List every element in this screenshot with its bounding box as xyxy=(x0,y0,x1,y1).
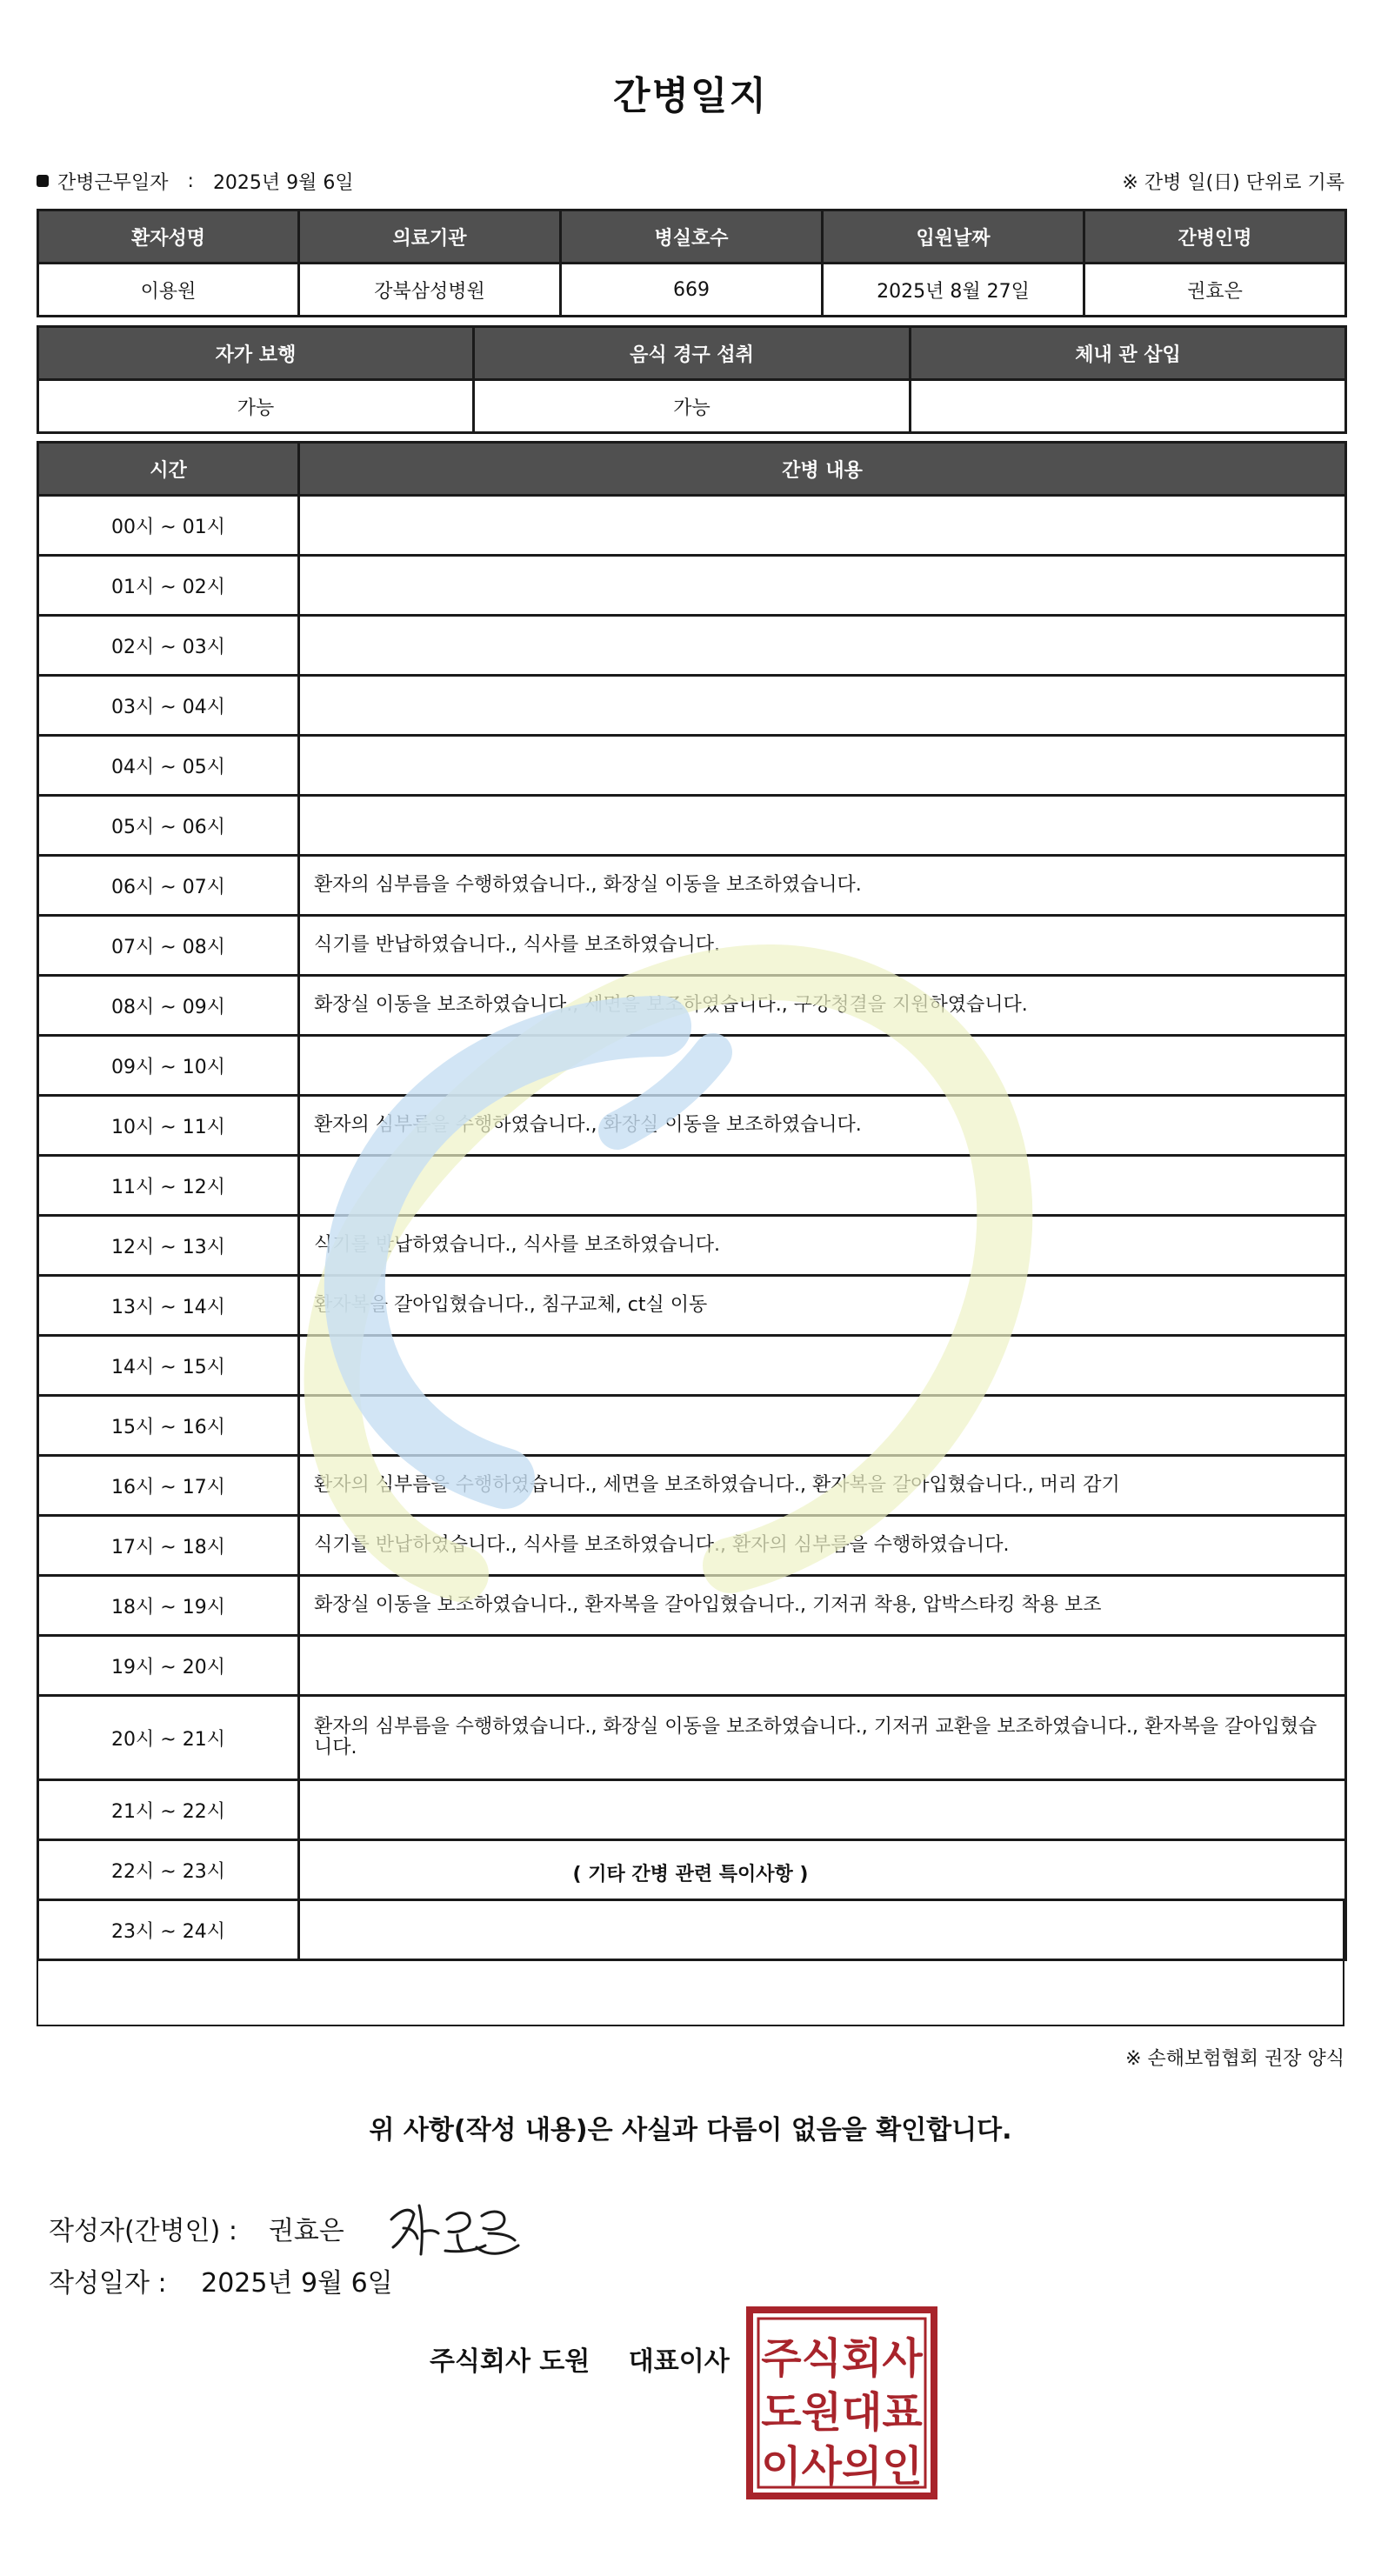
time-slot: 17시 ~ 18시 xyxy=(38,1516,299,1576)
care-content: 환자의 심부름을 수행하였습니다., 화장실 이동을 보조하였습니다. xyxy=(299,856,1346,916)
time-slot: 01시 ~ 02시 xyxy=(38,556,299,616)
time-slot: 13시 ~ 14시 xyxy=(38,1276,299,1336)
care-log-row xyxy=(38,1396,1346,1456)
care-log-row xyxy=(38,1576,1346,1636)
time-slot: 20시 ~ 21시 xyxy=(38,1696,299,1780)
time-slot: 10시 ~ 11시 xyxy=(38,1096,299,1156)
oral-intake-value: 가능 xyxy=(474,380,911,433)
care-log-row xyxy=(38,496,1346,556)
signature-icon xyxy=(384,2193,524,2263)
work-date-separator: : xyxy=(187,170,194,192)
care-log-row xyxy=(38,916,1346,976)
company-row xyxy=(430,2339,730,2378)
care-content xyxy=(299,616,1346,676)
hospital-name: 강북삼성병원 xyxy=(299,264,561,317)
svg-text:도원대표: 도원대표 xyxy=(761,2388,923,2437)
header-patient-name: 환자성명 xyxy=(38,210,299,264)
care-log-row xyxy=(38,796,1346,856)
header-tube-insertion: 체내 관 삽입 xyxy=(911,327,1346,380)
writer-label: 작성자(간병인) : xyxy=(49,2216,237,2246)
company-seal-icon xyxy=(746,2306,937,2499)
patient-status-value-row xyxy=(38,380,1346,433)
patient-status-table xyxy=(37,325,1347,434)
header-admission-date: 입원날짜 xyxy=(823,210,1084,264)
page-title: 간병일지 xyxy=(612,74,768,118)
writer-row xyxy=(49,2193,524,2263)
work-date-label: 간병근무일자 xyxy=(57,171,169,194)
care-content xyxy=(299,496,1346,556)
care-log-row xyxy=(38,1456,1346,1516)
care-log-row xyxy=(38,1696,1346,1780)
care-content xyxy=(299,1636,1346,1696)
care-content xyxy=(299,676,1346,736)
unit-note: ※ 간병 일(日) 단위로 기록 xyxy=(1122,171,1344,194)
time-slot: 14시 ~ 15시 xyxy=(38,1336,299,1396)
header-oral-intake: 음식 경구 섭취 xyxy=(474,327,911,380)
special-notes-heading: ( 기타 간병 관련 특이사항 ) xyxy=(572,1864,809,1885)
care-log-row xyxy=(38,1096,1346,1156)
patient-info-value-row xyxy=(38,264,1346,317)
time-slot: 05시 ~ 06시 xyxy=(38,796,299,856)
care-log-row xyxy=(38,1636,1346,1696)
time-slot: 22시 ~ 23시 xyxy=(38,1840,299,1900)
care-content: 화장실 이동을 보조하였습니다., 세면을 보조하였습니다., 구강청결을 지원하였습니다. xyxy=(299,976,1346,1036)
time-slot: 09시 ~ 10시 xyxy=(38,1036,299,1096)
care-log-row xyxy=(38,1036,1346,1096)
care-log-row xyxy=(38,676,1346,736)
special-notes-box xyxy=(37,1899,1344,2026)
care-log-row xyxy=(38,1336,1346,1396)
time-slot: 19시 ~ 20시 xyxy=(38,1636,299,1696)
caregiver-name: 권효은 xyxy=(1084,264,1346,317)
care-content: 환자복을 갈아입혔습니다., 침구교체, ct실 이동 xyxy=(299,1276,1346,1336)
care-log-row xyxy=(38,556,1346,616)
care-log-table xyxy=(37,441,1347,1961)
patient-info-table xyxy=(37,209,1347,317)
care-log-row xyxy=(38,976,1346,1036)
time-slot: 00시 ~ 01시 xyxy=(38,496,299,556)
care-log-row xyxy=(38,1780,1346,1840)
tube-insertion-value xyxy=(911,380,1346,433)
ceo-title: 대표이사 xyxy=(628,2346,730,2377)
self-walking-value: 가능 xyxy=(38,380,474,433)
time-slot: 07시 ~ 08시 xyxy=(38,916,299,976)
time-slot: 03시 ~ 04시 xyxy=(38,676,299,736)
care-log-row xyxy=(38,736,1346,796)
bullet-icon xyxy=(37,175,49,187)
time-slot: 06시 ~ 07시 xyxy=(38,856,299,916)
header-room-number: 병실호수 xyxy=(561,210,823,264)
care-content xyxy=(299,1156,1346,1216)
svg-text:주식회사: 주식회사 xyxy=(761,2334,923,2383)
care-content: 화장실 이동을 보조하였습니다., 환자복을 갈아입혔습니다., 기저귀 착용, 압박스타킹 착용 보조 xyxy=(299,1576,1346,1636)
care-log-header-row xyxy=(38,443,1346,496)
header-care-content: 간병 내용 xyxy=(299,443,1346,496)
written-date-label: 작성일자 : xyxy=(49,2268,167,2299)
care-content xyxy=(299,1396,1346,1456)
care-content: 환자의 심부름을 수행하였습니다., 세면을 보조하였습니다., 환자복을 갈아입혔습니다., 머리 감기 xyxy=(299,1456,1346,1516)
care-log-row xyxy=(38,856,1346,916)
care-content xyxy=(299,796,1346,856)
time-slot: 18시 ~ 19시 xyxy=(38,1576,299,1636)
care-log-body xyxy=(38,496,1346,1960)
admission-date: 2025년 8월 27일 xyxy=(823,264,1084,317)
care-log-row xyxy=(38,1156,1346,1216)
work-date-group xyxy=(37,168,354,195)
care-content xyxy=(299,1336,1346,1396)
care-log-row xyxy=(38,1276,1346,1336)
time-slot: 16시 ~ 17시 xyxy=(38,1456,299,1516)
care-content: 식기를 반납하였습니다., 식사를 보조하였습니다. xyxy=(299,916,1346,976)
company-name: 주식회사 도원 xyxy=(430,2346,590,2377)
care-content xyxy=(299,1036,1346,1096)
time-slot: 08시 ~ 09시 xyxy=(38,976,299,1036)
time-slot: 21시 ~ 22시 xyxy=(38,1780,299,1840)
patient-info-header-row xyxy=(38,210,1346,264)
header-hospital: 의료기관 xyxy=(299,210,561,264)
time-slot: 11시 ~ 12시 xyxy=(38,1156,299,1216)
header-caregiver-name: 간병인명 xyxy=(1084,210,1346,264)
care-log-row xyxy=(38,1216,1346,1276)
recommended-form-note: ※ 손해보험협회 권장 양식 xyxy=(1125,2048,1344,2070)
care-content xyxy=(299,1780,1346,1840)
header-time: 시간 xyxy=(38,443,299,496)
care-log-row xyxy=(38,616,1346,676)
patient-status-header-row xyxy=(38,327,1346,380)
care-content: 환자의 심부름을 수행하였습니다., 화장실 이동을 보조하였습니다. xyxy=(299,1096,1346,1156)
care-content xyxy=(299,556,1346,616)
patient-name: 이용원 xyxy=(38,264,299,317)
room-number: 669 xyxy=(561,264,823,317)
confirmation-statement: 위 사항(작성 내용)은 사실과 다름이 없음을 확인합니다. xyxy=(369,2115,1012,2146)
time-slot: 12시 ~ 13시 xyxy=(38,1216,299,1276)
care-content: 식기를 반납하였습니다., 식사를 보조하였습니다., 환자의 심부름을 수행하였습니다. xyxy=(299,1516,1346,1576)
written-date-value: 2025년 9월 6일 xyxy=(201,2268,393,2299)
care-content: 식기를 반납하였습니다., 식사를 보조하였습니다. xyxy=(299,1216,1346,1276)
care-content xyxy=(299,736,1346,796)
writer-name: 권효은 xyxy=(268,2216,344,2246)
header-self-walking: 자가 보행 xyxy=(38,327,474,380)
svg-text:이사의인: 이사의인 xyxy=(761,2442,923,2491)
time-slot: 23시 ~ 24시 xyxy=(38,1900,299,1960)
time-slot: 02시 ~ 03시 xyxy=(38,616,299,676)
time-slot: 04시 ~ 05시 xyxy=(38,736,299,796)
time-slot: 15시 ~ 16시 xyxy=(38,1396,299,1456)
written-date-row xyxy=(49,2261,393,2299)
care-content: 환자의 심부름을 수행하였습니다., 화장실 이동을 보조하였습니다., 기저귀 교환을 보조하였습니다., 환자복을 갈아입혔습니다. xyxy=(299,1696,1346,1780)
work-date-value: 2025년 9월 6일 xyxy=(212,171,354,194)
meta-row xyxy=(37,165,1344,197)
care-log-row xyxy=(38,1516,1346,1576)
